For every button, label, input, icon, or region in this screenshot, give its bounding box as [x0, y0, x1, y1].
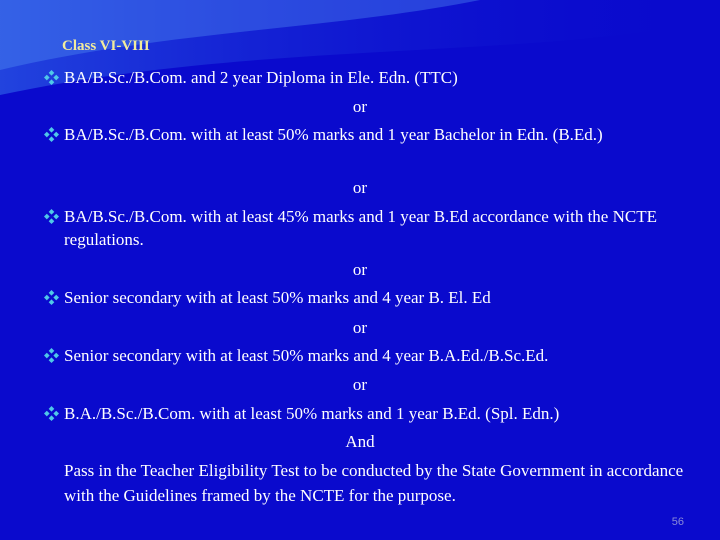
list-item	[44, 123, 684, 146]
or-separator: or	[352, 375, 368, 394]
diamond-bullet-icon	[44, 209, 59, 224]
list-item	[44, 402, 684, 425]
list-item-text: B.A./B.Sc./B.Com. with at least 50% marks and 1 year B.Ed. (Spl. Edn.)	[64, 404, 560, 423]
page-number: 56	[671, 516, 684, 528]
list-item	[44, 66, 684, 89]
or-separator: or	[352, 97, 368, 116]
section-heading: Class VI-VIII	[62, 38, 150, 54]
diamond-bullet-icon	[44, 127, 59, 142]
list-item-text: Senior secondary with at least 50% marks and 4 year B. El. Ed	[64, 288, 491, 307]
diamond-bullet-icon	[44, 70, 59, 85]
list-item	[44, 205, 684, 251]
list-item-text: BA/B.Sc./B.Com. and 2 year Diploma in Ele. Edn. (TTC)	[64, 68, 458, 87]
list-item-text: BA/B.Sc./B.Com. with at least 45% marks and 1 year B.Ed accordance with the NCTE regulations.	[64, 207, 657, 249]
diamond-bullet-icon	[44, 406, 59, 421]
and-separator: And	[345, 432, 375, 451]
or-separator: or	[352, 318, 368, 337]
or-separator: or	[352, 260, 368, 279]
list-item-text: Senior secondary with at least 50% marks and 4 year B.A.Ed./B.Sc.Ed.	[64, 346, 549, 365]
list-item	[44, 344, 684, 367]
final-condition-text: Pass in the Teacher Eligibility Test to be conducted by the State Government in accordance with the Guidelines framed by the NCTE for the purpose.	[64, 461, 684, 505]
or-separator: or	[352, 178, 368, 197]
diamond-bullet-icon	[44, 290, 59, 305]
diamond-bullet-icon	[44, 348, 59, 363]
list-item	[44, 286, 684, 309]
list-item-text: BA/B.Sc./B.Com. with at least 50% marks and 1 year Bachelor in Edn. (B.Ed.)	[64, 125, 603, 144]
